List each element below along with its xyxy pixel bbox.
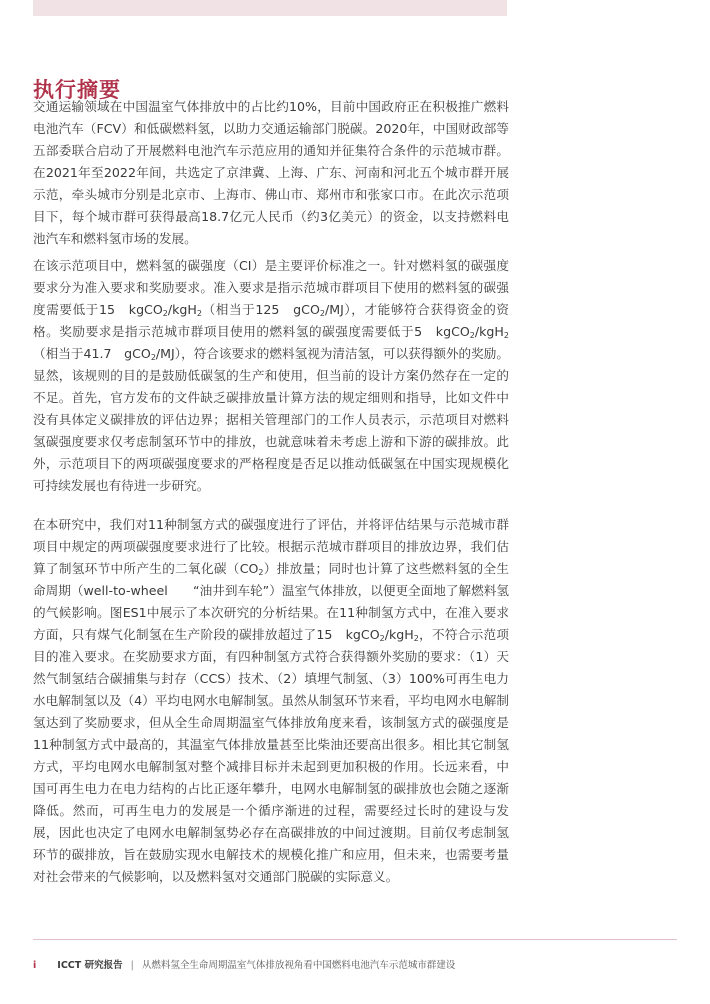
footer-divider [33,939,677,940]
paragraph-text: 交通运输领域在中国温室气体排放中的占比约10%，目前中国政府正在积极推广燃料电池汽车（FCV）和低碳燃料氢，以助力交通运输部门脱碳。2020年，中国财政部等五部委联合启动了开展燃料电池汽车示范应用的通知并征集符合条件的示范城市群。在2021年至2022年间，共选定了京津冀、上海、广东、河南和河北五个城市群开展示范，牵头城市分别是北京市、上海市、佛山市、郑州市和张家口市。在此次示范项目下，每个城市群可获得最高18.7亿元人民币（约3亿美元）的资金，以支持燃料电池汽车和燃料氢市场的发展。 [33,99,509,246]
paragraph-text: 在该示范项目中，燃料氢的碳强度（CI）是主要评价标准之一。针对燃料氢的碳强度要求分为准入要求和奖励要求。准入要求是指示范城市群项目下使用的燃料氢的碳强度需要低于15 kgCO$_2$/kgH$_2$（相当于125 gCO$_2$/MJ），才能够符合获得资金的资格。奖励要求是指示范城市群项目使用的燃料氢的碳强度需要低于5 kgCO$_2$/kgH$_2$（相当于41.7 gCO$_2$/MJ），符合该要求的燃料氢视为清洁氢，可以获得额外的奖励。显然，该规则的目的是鼓励低碳氢的生产和使用，但当前的设计方案仍然存在一定的不足。首先，官方发布的文件缺乏碳排放量计算方法的规定细则和指导，比如文件中没有具体定义碳排放的评估边界；据相关管理部门的工作人员表示，示范项目对燃料氢碳强度要求仅考虑制氢环节中的排放，也就意味着未考虑上游和下游的碳排放。此外，示范项目下的两项碳强度要求的严格程度是否足以推动低碳氢在中国实现规模化可持续发展也有待进一步研究。 [33,258,509,493]
paragraph-overview [33,96,509,250]
report-title: 从燃料氢全生命周期温室气体排放视角看中国燃料电池汽车示范城市群建设 [141,960,456,971]
paragraph-text: 在本研究中，我们对11种制氢方式的碳强度进行了评估，并将评估结果与示范城市群项目中规定的两项碳强度要求进行了比较。根据示范城市群项目的排放边界，我们估算了制氢环节中所产生的二氧化碳$(CO_2)$排放量；同时也计算了这些燃料氢的全生命周期（well-to-wheel “油井到车轮”）温室气体排放，以便更全面地了解燃料氢的气候影响。图ES1中展示了本次研究的分析结果。在11种制氢方式中，在准入要求方面，只有煤气化制氢在生产阶段的碳排放超过了15 kgCO$_2$/kgH$_2$，不符合示范项目的准入要求。在奖励要求方面，有四种制氢方式符合获得额外奖励的要求：（1）天然气制氢结合碳捕集与封存（CCS）技术、（2）填埋气制氢、（3）100%可再生电力水电解制氢以及（4）平均电网水电解制氢。虽然从制氢环节来看，平均电网水电解制氢达到了奖励要求，但从全生命周期温室气体排放角度来看，该制氢方式的碳强度是11种制氢方式中最高的，其温室气体排放量甚至比柴油还要高出很多。相比其它制氢方式，平均电网水电解制氢对整个减排目标并未起到更加积极的作用。长远来看，中国可再生电力在电力结构的占比正逐年攀升，电网水电解制氢的碳排放也会随之逐渐降低。然而，可再生电力的发展是一个循序渐进的过程，需要经过长时的建设与发展，因此也决定了电网水电解制氢势必存在高碳排放的中间过渡期。目前仅考虑制氢环节的碳排放，旨在鼓励实现水电解技术的规模化推广和应用，但未来，也需要考量对社会带来的气候影响，以及燃料氢对交通部门脱碳的实际意义。 [33,517,509,884]
paragraph-study-results [33,514,509,888]
section-title: 执行摘要 [33,78,121,103]
paragraph-ci-requirements [33,255,509,497]
footer-separator: | [130,960,134,971]
page-footer [33,957,455,971]
header-band [33,0,507,16]
report-org: ICCT 研究报告 [57,960,123,971]
page-number: i [33,960,37,971]
